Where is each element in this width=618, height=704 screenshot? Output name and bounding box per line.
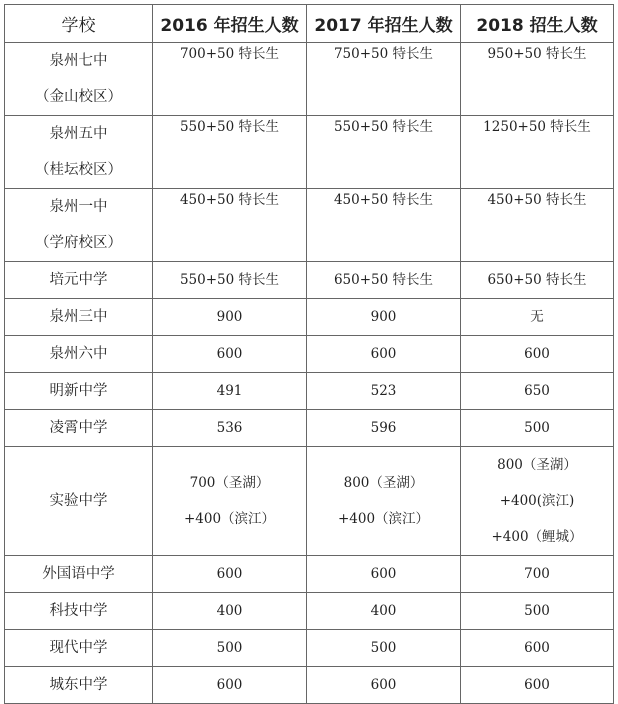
enrollment-value-line: 600 xyxy=(370,346,397,362)
enrollment-value-line: 500 xyxy=(216,640,243,656)
enrollment-value-line: 596 xyxy=(370,420,397,436)
enrollment-value-line: 600 xyxy=(370,677,397,693)
enrollment-cell-2017 xyxy=(307,556,461,593)
school-cell xyxy=(5,556,153,593)
enrollment-value-line: 600 xyxy=(524,677,550,693)
table-row xyxy=(5,593,614,630)
enrollment-value-line: 550+50 特长生 xyxy=(179,119,280,135)
enrollment-value-line: 800（圣湖） xyxy=(497,457,577,473)
enrollment-value-line: 650+50 特长生 xyxy=(487,272,587,288)
enrollment-cell-2018 xyxy=(461,116,614,189)
enrollment-cell-2017 xyxy=(307,373,461,410)
enrollment-cell-2016 xyxy=(153,189,307,262)
school-name-line: 科技中学 xyxy=(49,603,108,619)
enrollment-cell-2017 xyxy=(307,262,461,299)
school-cell xyxy=(5,593,153,630)
table-row xyxy=(5,336,614,373)
enrollment-cell-2017 xyxy=(307,299,461,336)
enrollment-cell-2017 xyxy=(307,116,461,189)
table-row xyxy=(5,116,614,189)
enrollment-value-line: 900 xyxy=(370,309,397,325)
table-row xyxy=(5,447,614,556)
school-name-line: 明新中学 xyxy=(49,383,108,399)
school-name-line: 泉州六中 xyxy=(49,346,108,362)
enrollment-value-line: +400（滨江） xyxy=(337,511,430,527)
school-cell xyxy=(5,667,153,704)
enrollment-value-line: 491 xyxy=(216,383,243,399)
enrollment-cell-2016 xyxy=(153,556,307,593)
enrollment-value-line: 600 xyxy=(370,566,397,582)
enrollment-cell-2016 xyxy=(153,410,307,447)
school-name-line: 泉州三中 xyxy=(49,309,108,325)
school-name-line: 泉州七中 xyxy=(49,53,108,69)
enrollment-cell-2016 xyxy=(153,373,307,410)
enrollment-value-line: 无 xyxy=(530,309,544,325)
enrollment-cell-2018 xyxy=(461,667,614,704)
enrollment-value-line: 500 xyxy=(524,603,550,619)
enrollment-value-line: +400（滨江） xyxy=(183,511,276,527)
enrollment-value-line: 700 xyxy=(524,566,550,582)
school-name-line: 现代中学 xyxy=(49,640,108,656)
table-row xyxy=(5,556,614,593)
school-name-line: 凌霄中学 xyxy=(49,420,108,436)
enrollment-value-line: 550+50 特长生 xyxy=(333,119,434,135)
enrollment-cell-2018 xyxy=(461,410,614,447)
enrollment-value-line: 600 xyxy=(216,346,243,362)
school-cell xyxy=(5,410,153,447)
enrollment-value-line: 900 xyxy=(216,309,243,325)
enrollment-cell-2016 xyxy=(153,43,307,116)
table-row xyxy=(5,189,614,262)
enrollment-value-line: 600 xyxy=(216,566,243,582)
school-cell xyxy=(5,43,153,116)
header-2017: 2017 年招生人数 xyxy=(307,5,461,43)
header-school: 学校 xyxy=(5,5,153,43)
table-body xyxy=(5,43,614,704)
table-row xyxy=(5,410,614,447)
enrollment-value-line: 400 xyxy=(216,603,243,619)
table-row xyxy=(5,299,614,336)
enrollment-value-line: 700+50 特长生 xyxy=(179,46,280,62)
enrollment-value-line: 500 xyxy=(370,640,397,656)
school-name-line: 实验中学 xyxy=(49,493,108,509)
enrollment-value-line: +400(滨江) xyxy=(499,493,575,509)
table-row xyxy=(5,667,614,704)
table-row xyxy=(5,373,614,410)
school-name-line: （学府校区） xyxy=(35,235,122,251)
enrollment-cell-2016 xyxy=(153,262,307,299)
enrollment-cell-2017 xyxy=(307,189,461,262)
school-cell xyxy=(5,373,153,410)
school-name-line: 城东中学 xyxy=(49,677,108,693)
enrollment-cell-2018 xyxy=(461,556,614,593)
enrollment-cell-2016 xyxy=(153,116,307,189)
school-cell xyxy=(5,299,153,336)
enrollment-cell-2017 xyxy=(307,410,461,447)
enrollment-value-line: 523 xyxy=(370,383,397,399)
enrollment-value-line: 450+50 特长生 xyxy=(333,192,434,208)
school-name-line: （桂坛校区） xyxy=(35,162,122,178)
header-2018: 2018 招生人数 xyxy=(461,5,614,43)
school-cell xyxy=(5,336,153,373)
enrollment-table xyxy=(4,4,614,704)
enrollment-value-line: 650 xyxy=(524,383,550,399)
school-name-line: 泉州一中 xyxy=(49,199,108,215)
enrollment-value-line: 450+50 特长生 xyxy=(179,192,280,208)
enrollment-cell-2018 xyxy=(461,593,614,630)
enrollment-value-line: 500 xyxy=(524,420,550,436)
enrollment-cell-2017 xyxy=(307,447,461,556)
enrollment-value-line: 550+50 特长生 xyxy=(179,272,280,288)
enrollment-cell-2017 xyxy=(307,630,461,667)
school-cell xyxy=(5,630,153,667)
enrollment-cell-2016 xyxy=(153,593,307,630)
school-cell xyxy=(5,447,153,556)
enrollment-value-line: 950+50 特长生 xyxy=(487,46,587,62)
enrollment-value-line: 536 xyxy=(216,420,243,436)
school-name-line: （金山校区） xyxy=(35,89,122,105)
enrollment-cell-2018 xyxy=(461,189,614,262)
enrollment-value-line: 600 xyxy=(524,640,550,656)
school-name-line: 泉州五中 xyxy=(49,126,108,142)
enrollment-cell-2017 xyxy=(307,43,461,116)
enrollment-cell-2016 xyxy=(153,447,307,556)
enrollment-cell-2018 xyxy=(461,447,614,556)
enrollment-cell-2018 xyxy=(461,336,614,373)
enrollment-value-line: 1250+50 特长生 xyxy=(483,119,591,135)
enrollment-cell-2017 xyxy=(307,336,461,373)
enrollment-cell-2018 xyxy=(461,299,614,336)
enrollment-cell-2016 xyxy=(153,299,307,336)
enrollment-cell-2018 xyxy=(461,630,614,667)
school-name-line: 培元中学 xyxy=(49,272,108,288)
enrollment-value-line: 750+50 特长生 xyxy=(333,46,434,62)
enrollment-value-line: 600 xyxy=(524,346,550,362)
header-row xyxy=(5,5,614,43)
enrollment-value-line: +400（鲤城） xyxy=(491,529,583,545)
school-name-line: 外国语中学 xyxy=(42,566,115,582)
school-cell xyxy=(5,262,153,299)
table-row xyxy=(5,262,614,299)
enrollment-cell-2017 xyxy=(307,667,461,704)
table-row xyxy=(5,630,614,667)
header-2016: 2016 年招生人数 xyxy=(153,5,307,43)
enrollment-cell-2018 xyxy=(461,43,614,116)
enrollment-cell-2016 xyxy=(153,630,307,667)
enrollment-value-line: 700（圣湖） xyxy=(189,475,270,491)
enrollment-value-line: 650+50 特长生 xyxy=(333,272,434,288)
enrollment-cell-2016 xyxy=(153,667,307,704)
enrollment-value-line: 600 xyxy=(216,677,243,693)
enrollment-cell-2018 xyxy=(461,262,614,299)
enrollment-value-line: 800（圣湖） xyxy=(343,475,424,491)
enrollment-cell-2016 xyxy=(153,336,307,373)
enrollment-cell-2017 xyxy=(307,593,461,630)
school-cell xyxy=(5,116,153,189)
enrollment-cell-2018 xyxy=(461,373,614,410)
table-row xyxy=(5,43,614,116)
school-cell xyxy=(5,189,153,262)
enrollment-value-line: 400 xyxy=(370,603,397,619)
enrollment-value-line: 450+50 特长生 xyxy=(487,192,587,208)
